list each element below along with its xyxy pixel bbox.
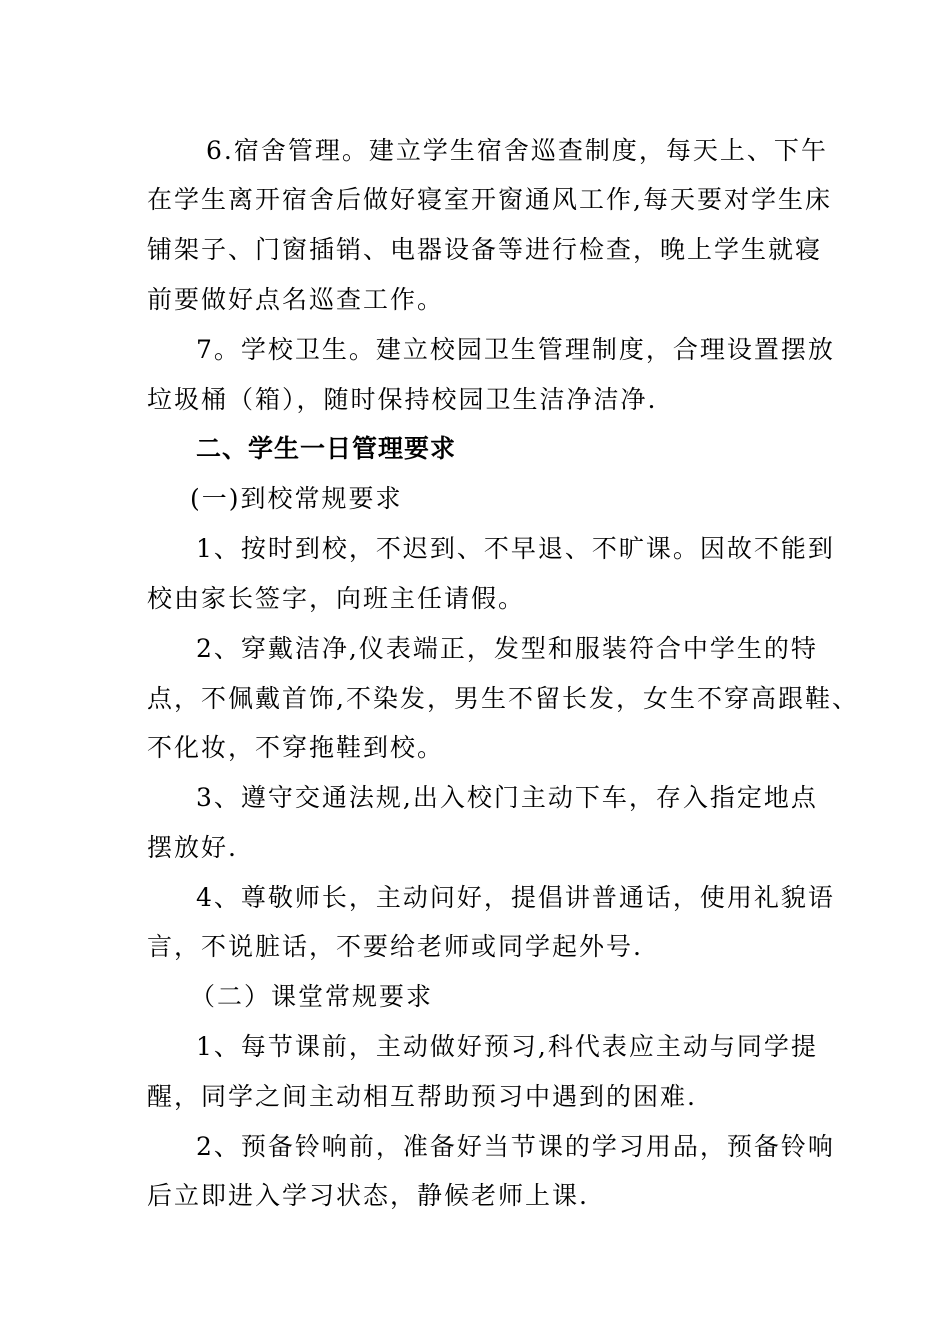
subsection-heading-2: （二）课堂常规要求 [190,982,434,1011]
paragraph-6-line-1: 6.宿舍管理。建立学生宿舍巡查制度，每天上、下午 [206,136,828,165]
rule-4-line-1: 4、尊敬师长，主动问好，提倡讲普通话，使用礼貌语 [196,883,835,912]
rule-1-line-1: 1、按时到校，不迟到、不早退、不旷课。因故不能到 [196,534,835,563]
class-rule-1-line-1: 1、每节课前，主动做好预习,科代表应主动与同学提 [196,1032,818,1061]
class-rule-2-line-1: 2、预备铃响前，准备好当节课的学习用品，预备铃响 [196,1132,835,1161]
paragraph-6-line-4: 前要做好点名巡查工作。 [147,285,445,314]
rule-2-line-1: 2、穿戴洁净,仪表端正，发型和服装符合中学生的特 [196,634,818,663]
paragraph-6-line-2: 在学生离开宿舍后做好寝室开窗通风工作,每天要对学生床 [147,185,832,214]
subsection-heading-1: (一)到校常规要求 [190,484,403,513]
paragraph-7-line-1: 7。学校卫生。建立校园卫生管理制度，合理设置摆放 [196,335,835,364]
class-rule-1-line-2: 醒，同学之间主动相互帮助预习中遇到的困难. [147,1082,697,1111]
paragraph-6-line-3: 铺架子、门窗插销、电器设备等进行检查，晚上学生就寝 [147,235,823,264]
rule-3-line-2: 摆放好. [147,833,238,862]
rule-3-line-1: 3、遵守交通法规,出入校门主动下车，存入指定地点 [196,783,818,812]
rule-2-line-3: 不化妆，不穿拖鞋到校。 [147,733,445,762]
rule-2-line-2: 点，不佩戴首饰,不染发，男生不留长发，女生不穿高跟鞋、 [147,684,859,713]
rule-4-line-2: 言，不说脏话，不要给老师或同学起外号. [147,932,643,961]
section-heading: 二、学生一日管理要求 [196,434,457,463]
class-rule-2-line-2: 后立即进入学习状态，静候老师上课. [147,1181,589,1210]
rule-1-line-2: 校由家长签字，向班主任请假。 [147,584,526,613]
paragraph-7-line-2: 垃圾桶（箱），随时保持校园卫生洁净洁净. [147,385,658,414]
